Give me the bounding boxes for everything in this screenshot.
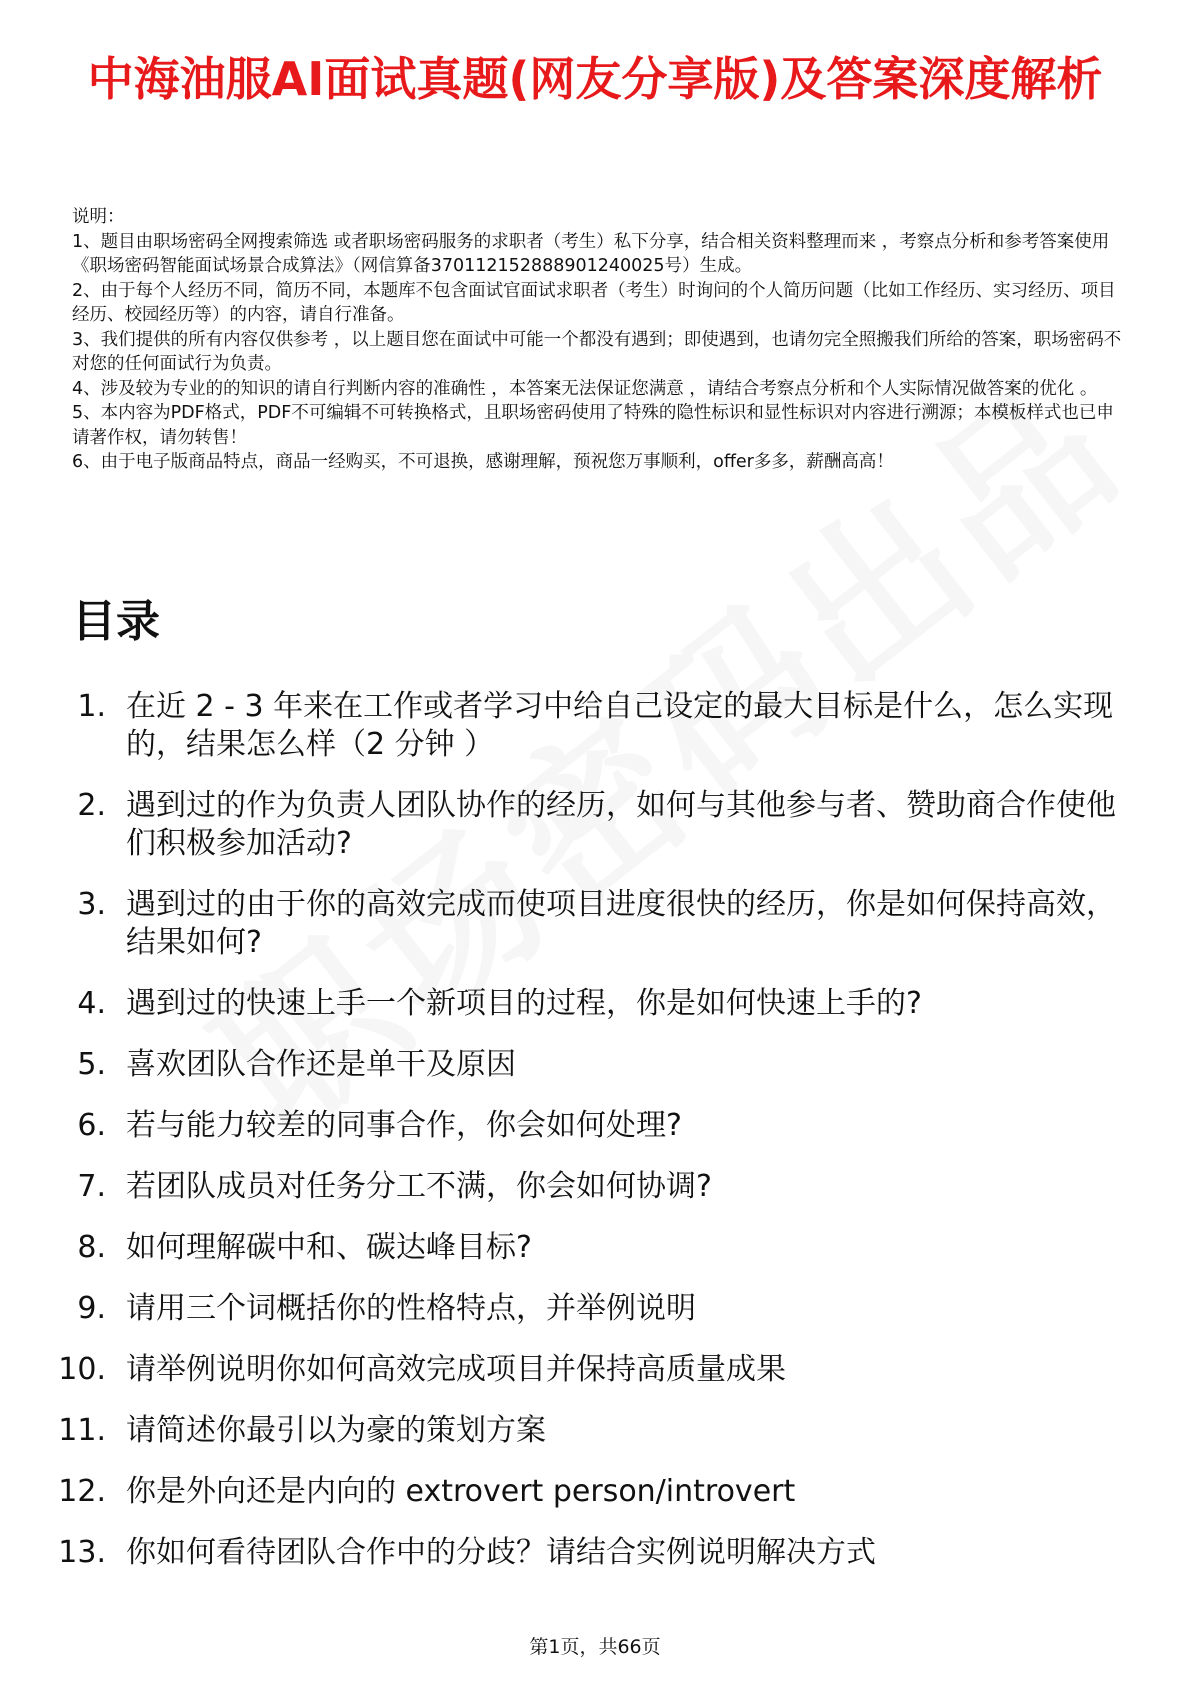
- page-number-footer: 第1页，共66页: [529, 1636, 661, 1658]
- toc-item[interactable]: [40, 1351, 1120, 1389]
- toc-item[interactable]: [40, 1473, 1120, 1511]
- toc-item-number: 12.: [58, 1474, 106, 1509]
- note-item: 5、本内容为PDF格式，PDF不可编辑不可转换格式，且职场密码使用了特殊的隐性标识和显性标识对内容进行溯源；本模板样式也已申请著作权，请勿转售！: [72, 403, 1114, 448]
- toc-item-text: 遇到过的快速上手一个新项目的过程，你是如何快速上手的?: [126, 986, 922, 1021]
- notes-heading: 说明：: [72, 207, 125, 227]
- toc-item[interactable]: [40, 787, 1120, 863]
- toc-item[interactable]: [40, 886, 1120, 962]
- toc-item[interactable]: [40, 1290, 1120, 1328]
- toc-item-text: 遇到过的作为负责人团队协作的经历，如何与其他参与者、赞助商合作使他们积极参加活动?: [126, 788, 1116, 861]
- toc-item[interactable]: [40, 688, 1120, 764]
- toc-item-number: 11.: [58, 1413, 106, 1448]
- toc-item-text: 喜欢团队合作还是单干及原因: [126, 1047, 516, 1082]
- toc-item-number: 2.: [77, 788, 106, 823]
- toc-item-number: 10.: [58, 1352, 106, 1387]
- toc-item-text: 若团队成员对任务分工不满，你会如何协调?: [126, 1169, 712, 1204]
- toc-list: [40, 688, 1120, 1595]
- note-item: 4、涉及较为专业的的知识的请自行判断内容的准确性 ，本答案无法保证您满意 ，请结合考察点分析和个人实际情况做答案的优化 。: [72, 378, 1098, 399]
- toc-item-text: 请举例说明你如何高效完成项目并保持高质量成果: [126, 1352, 786, 1387]
- note-item: 6、由于电子版商品特点，商品一经购买，不可退换，感谢理解，预祝您万事顺利，offer多多，薪酬高高！: [72, 452, 894, 472]
- document-title: 中海油服AI面试真题(网友分享版)及答案深度解析: [87, 52, 1103, 106]
- toc-item-number: 6.: [77, 1108, 106, 1143]
- toc-item-text: 你是外向还是内向的 extrovert person/introvert: [126, 1474, 796, 1509]
- toc-item-text: 若与能力较差的同事合作，你会如何处理?: [126, 1108, 682, 1143]
- toc-item-text: 请用三个词概括你的性格特点，并举例说明: [126, 1291, 696, 1326]
- toc-item-number: 4.: [77, 986, 106, 1021]
- note-item: 2、由于每个人经历不同，简历不同，本题库不包含面试官面试求职者（考生）时询问的个人简历问题（比如工作经历、实习经历、项目经历、校园经历等）的内容，请自行准备。: [72, 280, 1116, 325]
- toc-item[interactable]: [40, 985, 1120, 1023]
- note-item: 1、题目由职场密码全网搜索筛选 或者职场密码服务的求职者（考生）私下分享，结合相关资料整理而来 ，考察点分析和参考答案使用《职场密码智能面试场景合成算法》（网信算备370112152888901240025号）生成。: [72, 231, 1110, 276]
- toc-item-number: 7.: [77, 1169, 106, 1204]
- toc-item[interactable]: [40, 1229, 1120, 1267]
- toc-item-text: 在近 2 - 3 年来在工作或者学习中给自己设定的最大目标是什么，怎么实现的，结果怎么样（2 分钟 ）: [126, 689, 1114, 762]
- toc-item-number: 13.: [58, 1535, 106, 1570]
- note-item: 3、我们提供的所有内容仅供参考 ，以上题目您在面试中可能一个都没有遇到；即使遇到，也请勿完全照搬我们所给的答案，职场密码不对您的任何面试行为负责。: [72, 329, 1122, 374]
- toc-item[interactable]: [40, 1412, 1120, 1450]
- toc-item-number: 3.: [77, 887, 106, 922]
- toc-item-number: 1.: [77, 689, 106, 724]
- toc-item-number: 8.: [77, 1230, 106, 1265]
- toc-item[interactable]: [40, 1168, 1120, 1206]
- toc-item-text: 你如何看待团队合作中的分歧？请结合实例说明解决方式: [126, 1535, 876, 1570]
- toc-item-text: 请简述你最引以为豪的策划方案: [126, 1413, 546, 1448]
- toc-item-number: 5.: [77, 1047, 106, 1082]
- toc-item[interactable]: [40, 1534, 1120, 1572]
- toc-item-text: 遇到过的由于你的高效完成而使项目进度很快的经历，你是如何保持高效，结果如何?: [126, 887, 1116, 960]
- toc-item[interactable]: [40, 1107, 1120, 1145]
- notes-section: [72, 205, 1122, 475]
- toc-item[interactable]: [40, 1046, 1120, 1084]
- toc-heading: 目录: [72, 596, 160, 647]
- toc-item-number: 9.: [77, 1291, 106, 1326]
- toc-item-text: 如何理解碳中和、碳达峰目标?: [126, 1230, 532, 1265]
